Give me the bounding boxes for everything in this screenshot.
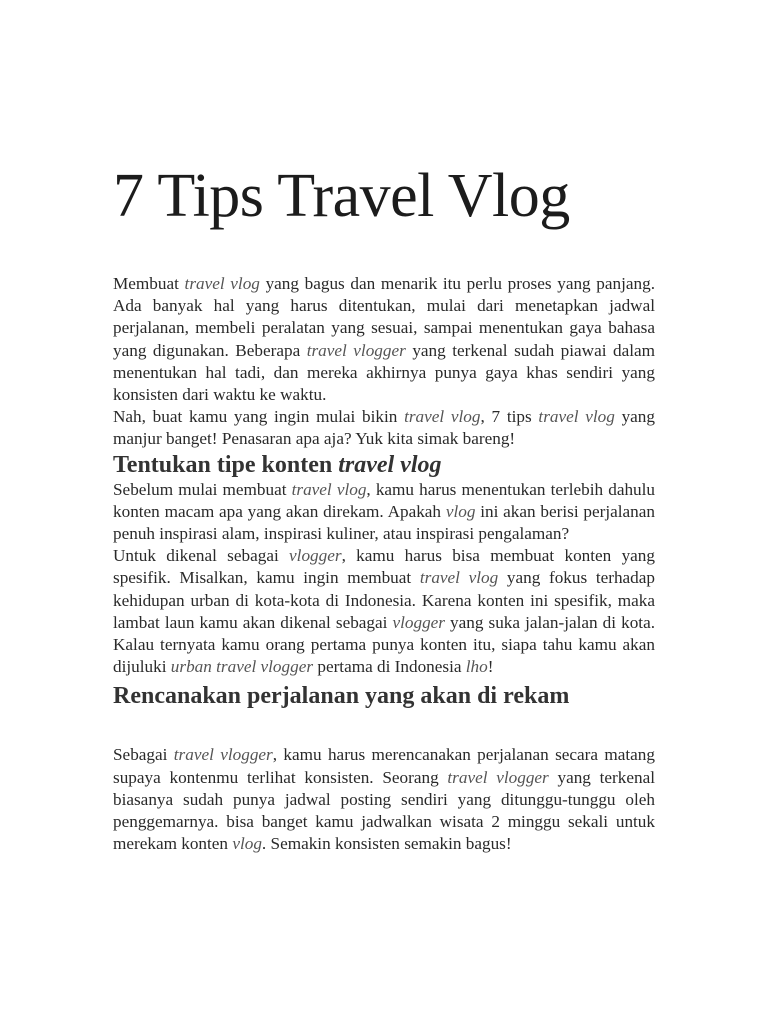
section1-paragraph-1 [113, 479, 655, 546]
text-run: Nah, buat kamu yang ingin mulai bikin [113, 407, 405, 427]
text-run: yang manjur banget! Penasaran apa aja? Yuk kita simak bareng! [113, 407, 655, 449]
text-run: Untuk dikenal sebagai [113, 546, 290, 566]
text-run: Sebagai [113, 745, 174, 765]
text-run: Sebelum mulai membuat [113, 479, 292, 499]
italic-term: vlog [232, 834, 262, 854]
heading-italic: travel vlog [338, 451, 442, 478]
italic-term: travel vlog [291, 479, 367, 499]
text-run: , kamu harus bisa membuat konten yang spesifik. Misalkan, kamu ingin membuat [113, 546, 655, 588]
text-run: ! [487, 657, 494, 677]
document-title: 7 Tips Travel Vlog [113, 162, 570, 230]
section-heading-plan-trip: Rencanakan perjalanan yang akan di rekam [113, 683, 570, 710]
italic-term: vlogger [392, 612, 445, 632]
text-run: yang terkenal sudah piawai dalam menentukan hal tadi, dan mereka akhirnya punya gaya khas sendiri yang konsisten dari waktu ke waktu. [113, 340, 655, 405]
text-run: yang fokus terhadap kehidupan urban di kota-kota di Indonesia. Karena konten ini spesifik, maka lambat laun kamu akan dikenal sebagai [113, 568, 655, 632]
italic-term: vlog [445, 501, 476, 521]
text-run: Membuat [113, 274, 185, 293]
text-run: . Semakin konsisten semakin bagus! [261, 834, 512, 854]
text-run: yang suka jalan-jalan di kota. Kalau ternyata kamu orang pertama punya konten itu, siapa tahu kamu akan dijuluki [113, 612, 655, 677]
italic-term: urban travel vlogger [170, 657, 314, 677]
text-run: , kamu harus menentukan terlebih dahulu konten macam apa yang akan direkam. Apakah [113, 479, 656, 521]
intro-paragraph-1 [113, 273, 655, 406]
italic-term: travel vlog [419, 568, 499, 588]
italic-term: vlogger [289, 546, 342, 566]
text-run: ini akan berisi perjalanan penuh inspirasi alam, inspirasi kuliner, atau inspirasi pengalaman? [113, 501, 655, 544]
section1-paragraph-2 [113, 545, 655, 678]
italic-term: travel vlog [538, 407, 615, 427]
italic-term: travel vlog [404, 407, 481, 427]
spacer [113, 710, 655, 744]
italic-term: travel vlogger [447, 767, 549, 787]
section-heading-content-type [113, 451, 655, 479]
italic-term: travel vlog [184, 274, 260, 293]
heading-text: Tentukan tipe konten [113, 451, 339, 478]
italic-term: lho [465, 657, 488, 677]
text-run: , 7 tips [480, 407, 539, 427]
section2-paragraph-1 [113, 744, 655, 855]
text-run: yang bagus dan menarik itu perlu proses yang panjang. Ada banyak hal yang harus ditentukan, mulai dari menetapkan jadwal perjalanan, membeli peralatan yang sesuai, sampai menentukan gaya bahasa yang digunakan. Beberapa [113, 274, 656, 360]
italic-term: travel vlogger [173, 745, 273, 765]
text-run: , kamu harus merencanakan perjalanan secara matang supaya kontenmu terlihat konsisten. Seorang [113, 745, 655, 787]
italic-term: travel vlogger [306, 340, 406, 360]
text-run: yang terkenal biasanya sudah punya jadwal posting sendiri yang ditunggu-tunggu oleh penggemarnya. bisa banget kamu jadwalkan wisata 2 minggu sekali untuk merekam konten [113, 767, 655, 854]
intro-paragraph-2 [113, 406, 655, 450]
document-body [113, 273, 655, 855]
text-run: pertama di Indonesia [313, 657, 466, 677]
